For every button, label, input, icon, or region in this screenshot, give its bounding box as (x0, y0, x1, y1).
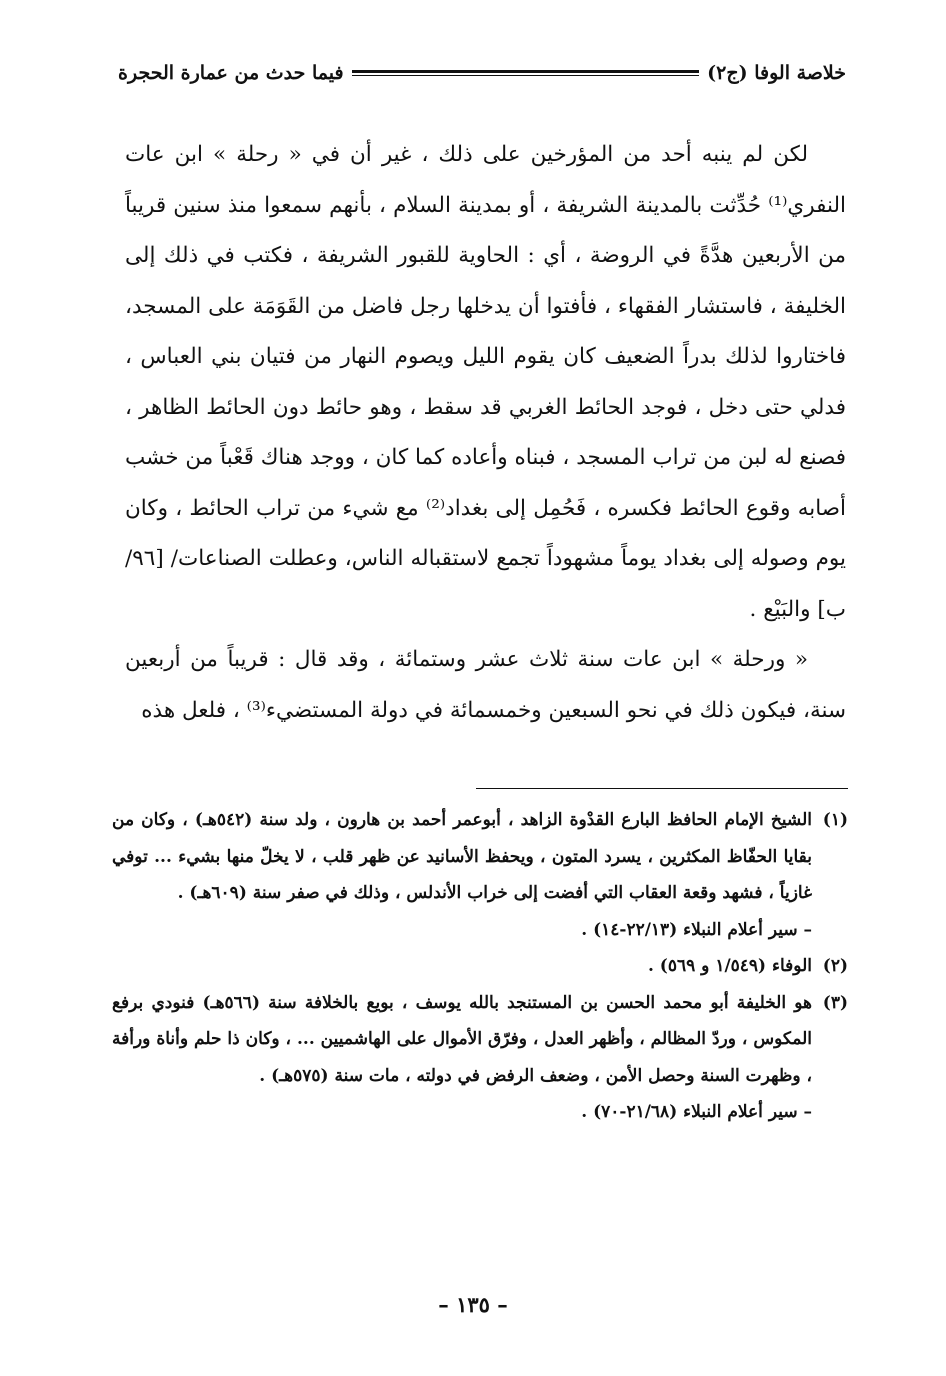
footnote-2 (112, 948, 848, 985)
running-header (118, 56, 846, 90)
footnote-number: (١) (822, 810, 848, 830)
footnote-1 (112, 802, 848, 948)
footnotes (112, 802, 848, 1131)
footnote-source: – سير أعلام النبلاء (٢١/٦٨-٧٠) . (581, 1102, 812, 1122)
body-paragraph-2: « ورحلة » ابن عات سنة ثلاث عشر وستمائة ، وقد قال : قريباً من أربعين سنة، فيكون ذلك في نحو السبعين وخمسمائة في دولة المستضيء⁽³⁾ ، فلعل هذه (125, 647, 846, 723)
footnote-text: الشيخ الإمام الحافظ البارع القدْوة الزاهد ، أبوعمر أحمد بن هارون ، ولد سنة (٥٤٢هـ) ، وكان من بقايا الحفّاظ المكثرين ، يسرد المتون ، ويحفظ الأسانيد عن ظهر قلب ، لا يخلّ منها بشيء ... توفي غازياً ، فشهد وقعة العقاب التي أفضت إلى خراب الأندلس ، وذلك في صفر سنة (٦٠٩هـ) . (112, 810, 812, 903)
footnote-text: الوفاء (١/٥٤٩ و ٥٦٩) . (647, 956, 812, 976)
footnote-3 (112, 985, 848, 1131)
page-number: – ١٣٥ – (438, 1292, 508, 1317)
footnote-number: (٢) (822, 956, 848, 976)
footnote-number: (٣) (822, 992, 848, 1013)
footnote-separator (476, 788, 848, 789)
main-text (125, 130, 846, 736)
footnote-source: – سير أعلام النبلاء (٢٢/١٣-١٤) . (581, 919, 812, 940)
body-paragraph-1: لكن لم ينبه أحد من المؤرخين على ذلك ، غير أن في « رحلة » ابن عات النفري⁽¹⁾ حُدِّثت بالمدينة الشريفة ، أو بمدينة السلام ، بأنهم سمعوا منذ سنين قريباً من الأربعين هدَّةً في الروضة ، أي : الحاوية للقبور الشريفة ، فكتب في ذلك إلى الخليفة ، فاستشار الفقهاء ، فأفتوا أن يدخلها رجل فاضل من القَوَمَة على المسجد، فاختاروا لذلك بدراً الضعيف كان يقوم الليل ويصوم النهار من فتيان بني العباس ، فدلي حتى دخل ، فوجد الحائط الغربي قد سقط ، وهو حائط دون الحائط الظاهر ، فصنع له لبن من تراب المسجد ، فبناه وأعاده كما كان ، ووجد هناك قَعْباً من خشب أصابه وقوع الحائط فكسره ، فَحُمِل إلى بغداد⁽²⁾ مع شيء من تراب الحائط ، وكان يوم وصوله إلى بغداد يوماً مشهوداً تجمع لاستقباله الناس، وعطلت الصناعات/ [٩٦/ب] والبَيْع . (125, 142, 846, 622)
chapter-title: فيما حدث من عمارة الحجرة (118, 62, 344, 84)
header-rule (352, 70, 700, 76)
footnote-text: هو الخليفة أبو محمد الحسن بن المستنجد بالله يوسف ، بويع بالخلافة سنة (٥٦٦هـ) فنودي برفع المكوس ، وردّ المظالم ، وأظهر العدل ، وفرّق الأموال على الهاشميين ... ، وكان ذا حلم وأناة ورأفة ، وظهرت السنة وحصل الأمن ، وضعف الرفض في دولته ، مات سنة (٥٧٥هـ) . (112, 992, 813, 1086)
book-title: خلاصة الوفا (ج٢) (707, 62, 846, 84)
